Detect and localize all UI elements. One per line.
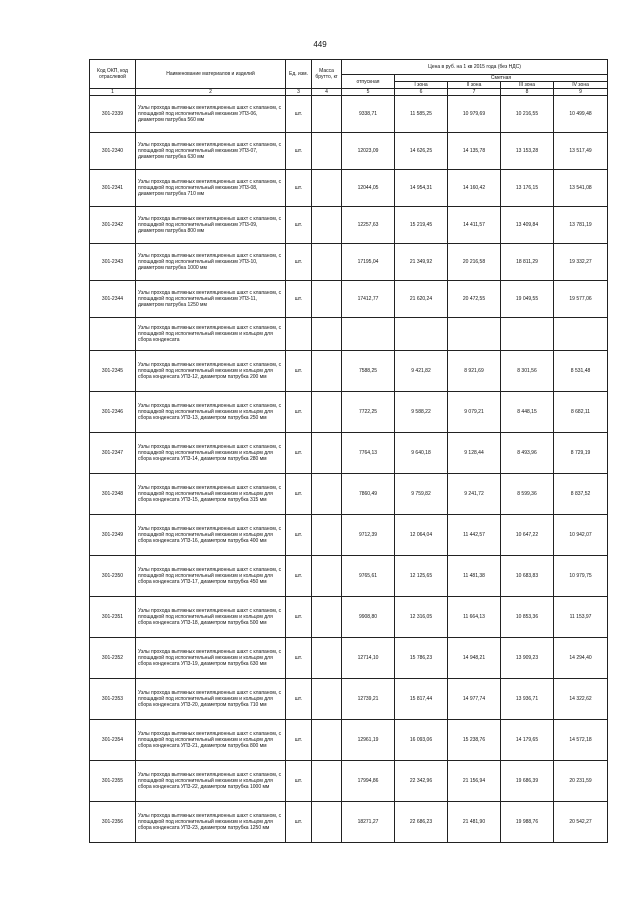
item-release-price: 12714,10 <box>342 638 395 679</box>
item-zone3-price: 19 988,76 <box>501 802 554 843</box>
table-row <box>90 802 608 843</box>
item-release-price: 7764,13 <box>342 433 395 474</box>
item-zone1-price: 21 349,92 <box>395 244 448 281</box>
item-mass <box>312 474 342 515</box>
item-zone1-price: 21 620,24 <box>395 281 448 318</box>
item-zone2-price: 14 411,57 <box>448 207 501 244</box>
column-number: 2 <box>136 89 286 96</box>
item-zone4-price: 10 979,75 <box>554 556 608 597</box>
item-release-price: 12044,05 <box>342 170 395 207</box>
item-unit: шт. <box>286 802 312 843</box>
item-name: Узлы прохода вытяжных вентиляционных шахт с клапаном, с площадкой под исполнительный механизм УП3-07, диаметром патрубка 630 мм <box>136 133 286 170</box>
item-zone3-price <box>501 318 554 351</box>
column-number: 1 <box>90 89 136 96</box>
item-zone4-price: 20 542,27 <box>554 802 608 843</box>
table-row <box>90 244 608 281</box>
item-zone2-price: 11 442,57 <box>448 515 501 556</box>
item-unit: шт. <box>286 556 312 597</box>
item-zone1-price <box>395 318 448 351</box>
item-unit: шт. <box>286 281 312 318</box>
item-zone4-price <box>554 318 608 351</box>
page-number: 449 <box>313 40 327 49</box>
item-unit: шт. <box>286 761 312 802</box>
table-row <box>90 515 608 556</box>
item-zone2-price: 21 156,94 <box>448 761 501 802</box>
item-unit: шт. <box>286 244 312 281</box>
header-code: Код ОКП, код отраслевой <box>90 60 136 89</box>
table-row <box>90 281 608 318</box>
header-zone1: I зона <box>395 82 448 89</box>
item-name: Узлы прохода вытяжных вентиляционных шахт с клапаном, с площадкой под исполнительный механизм и кольцом для сбора конденсата УП3-14, диаметром патрубка 280 мм <box>136 433 286 474</box>
table-row <box>90 720 608 761</box>
item-zone3-price: 19 049,55 <box>501 281 554 318</box>
item-zone1-price: 15 786,23 <box>395 638 448 679</box>
column-number: 5 <box>342 89 395 96</box>
item-code: 301-2351 <box>90 597 136 638</box>
item-zone3-price: 13 909,23 <box>501 638 554 679</box>
item-name: Узлы прохода вытяжных вентиляционных шахт с клапаном, с площадкой под исполнительный механизм и кольцом для сбора конденсата УП3-16, диаметром патрубка 400 мм <box>136 515 286 556</box>
item-zone2-price: 8 921,69 <box>448 351 501 392</box>
item-mass <box>312 802 342 843</box>
item-name: Узлы прохода вытяжных вентиляционных шахт с клапаном, с площадкой под исполнительный механизм и кольцом для сбора конденсата УП3-12, диаметром патрубка 200 мм <box>136 351 286 392</box>
item-zone2-price: 15 238,76 <box>448 720 501 761</box>
table-row <box>90 96 608 133</box>
header-unit: Ед. изм. <box>286 60 312 89</box>
item-mass <box>312 170 342 207</box>
item-zone4-price: 10 499,48 <box>554 96 608 133</box>
table-row <box>90 133 608 170</box>
item-zone2-price <box>448 318 501 351</box>
item-unit: шт. <box>286 170 312 207</box>
column-number-row <box>90 89 608 96</box>
item-unit: шт. <box>286 720 312 761</box>
item-zone4-price: 11 153,97 <box>554 597 608 638</box>
header-release: отпускная <box>342 75 395 89</box>
table-group-row <box>90 318 608 351</box>
table-row <box>90 761 608 802</box>
header-estimate: Сметная <box>395 75 608 82</box>
column-number: 8 <box>501 89 554 96</box>
item-release-price: 17412,77 <box>342 281 395 318</box>
item-name: Узлы прохода вытяжных вентиляционных шахт с клапаном, с площадкой под исполнительный механизм и кольцом для сбора конденсата УП3-22, диаметром патрубка 1000 мм <box>136 761 286 802</box>
item-code: 301-2354 <box>90 720 136 761</box>
item-release-price: 7860,49 <box>342 474 395 515</box>
item-name: Узлы прохода вытяжных вентиляционных шахт с клапаном, с площадкой под исполнительный механизм УП3-11, диаметром патрубка 1250 мм <box>136 281 286 318</box>
item-name: Узлы прохода вытяжных вентиляционных шахт с клапаном, с площадкой под исполнительный механизм и кольцом для сбора конденсата УП3-18, диаметром патрубка 500 мм <box>136 597 286 638</box>
item-zone3-price: 8 599,36 <box>501 474 554 515</box>
item-code: 301-2349 <box>90 515 136 556</box>
item-release-price: 9338,71 <box>342 96 395 133</box>
item-zone4-price: 19 577,06 <box>554 281 608 318</box>
item-mass <box>312 96 342 133</box>
item-zone4-price: 8 531,48 <box>554 351 608 392</box>
item-code: 301-2353 <box>90 679 136 720</box>
item-zone4-price: 8 682,11 <box>554 392 608 433</box>
item-release-price: 12739,21 <box>342 679 395 720</box>
column-number: 6 <box>395 89 448 96</box>
item-name: Узлы прохода вытяжных вентиляционных шахт с клапаном, с площадкой под исполнительный механизм и кольцом для сбора конденсата УП3-23, диаметром патрубка 1250 мм <box>136 802 286 843</box>
item-code: 301-2339 <box>90 96 136 133</box>
item-zone2-price: 14 977,74 <box>448 679 501 720</box>
item-zone4-price: 14 294,40 <box>554 638 608 679</box>
item-zone1-price: 9 640,18 <box>395 433 448 474</box>
item-zone1-price: 14 954,31 <box>395 170 448 207</box>
item-zone4-price: 8 729,19 <box>554 433 608 474</box>
item-mass <box>312 761 342 802</box>
table-row <box>90 170 608 207</box>
item-release-price: 9712,39 <box>342 515 395 556</box>
item-zone4-price: 13 541,08 <box>554 170 608 207</box>
column-number: 3 <box>286 89 312 96</box>
table-row <box>90 351 608 392</box>
item-unit: шт. <box>286 597 312 638</box>
item-zone4-price: 13 781,19 <box>554 207 608 244</box>
item-name: Узлы прохода вытяжных вентиляционных шахт с клапаном, с площадкой под исполнительный механизм УП3-09, диаметром патрубка 800 мм <box>136 207 286 244</box>
item-code: 301-2348 <box>90 474 136 515</box>
item-unit: шт. <box>286 638 312 679</box>
item-zone2-price: 14 160,42 <box>448 170 501 207</box>
item-unit: шт. <box>286 679 312 720</box>
item-zone3-price: 13 409,84 <box>501 207 554 244</box>
item-release-price <box>342 318 395 351</box>
item-release-price: 12257,63 <box>342 207 395 244</box>
item-mass <box>312 392 342 433</box>
item-code: 301-2340 <box>90 133 136 170</box>
item-release-price: 17195,04 <box>342 244 395 281</box>
item-zone3-price: 14 179,65 <box>501 720 554 761</box>
header-mass: Масса брутто, кг <box>312 60 342 89</box>
item-mass <box>312 720 342 761</box>
item-mass <box>312 515 342 556</box>
item-release-price: 7722,25 <box>342 392 395 433</box>
item-zone2-price: 14 948,21 <box>448 638 501 679</box>
item-name: Узлы прохода вытяжных вентиляционных шахт с клапаном, с площадкой под исполнительный механизм и кольцом для сбора конденсата УП3-20, диаметром патрубка 710 мм <box>136 679 286 720</box>
item-zone1-price: 22 686,23 <box>395 802 448 843</box>
item-zone3-price: 19 686,39 <box>501 761 554 802</box>
table-row <box>90 207 608 244</box>
item-mass <box>312 638 342 679</box>
item-mass <box>312 351 342 392</box>
item-zone3-price: 13 176,15 <box>501 170 554 207</box>
item-release-price: 9908,80 <box>342 597 395 638</box>
item-zone1-price: 12 316,05 <box>395 597 448 638</box>
table-row <box>90 433 608 474</box>
header-zone4: IV зона <box>554 82 608 89</box>
item-zone4-price: 10 942,07 <box>554 515 608 556</box>
item-name: Узлы прохода вытяжных вентиляционных шахт с клапаном, с площадкой под исполнительный механизм и кольцом для сбора конденсата УП3-21, диаметром патрубка 800 мм <box>136 720 286 761</box>
item-zone1-price: 16 093,06 <box>395 720 448 761</box>
item-code: 301-2356 <box>90 802 136 843</box>
item-name: Узлы прохода вытяжных вентиляционных шахт с клапаном, с площадкой под исполнительный механизм и кольцом для сбора конденсата УП3-13, диаметром патрубка 250 мм <box>136 392 286 433</box>
item-unit: шт. <box>286 392 312 433</box>
item-release-price: 17994,86 <box>342 761 395 802</box>
item-unit: шт. <box>286 474 312 515</box>
item-zone2-price: 9 241,72 <box>448 474 501 515</box>
item-zone3-price: 10 853,36 <box>501 597 554 638</box>
item-zone1-price: 15 817,44 <box>395 679 448 720</box>
item-code: 301-2342 <box>90 207 136 244</box>
item-unit: шт. <box>286 207 312 244</box>
item-zone1-price: 9 759,82 <box>395 474 448 515</box>
item-zone1-price: 22 342,96 <box>395 761 448 802</box>
column-number: 7 <box>448 89 501 96</box>
item-name: Узлы прохода вытяжных вентиляционных шахт с клапаном, с площадкой под исполнительный механизм и кольцом для сбора конденсата УП3-17, диаметром патрубка 450 мм <box>136 556 286 597</box>
item-mass <box>312 244 342 281</box>
item-unit: шт. <box>286 433 312 474</box>
item-unit: шт. <box>286 515 312 556</box>
item-zone4-price: 13 517,49 <box>554 133 608 170</box>
item-unit: шт. <box>286 133 312 170</box>
item-code: 301-2341 <box>90 170 136 207</box>
header-zone3: III зона <box>501 82 554 89</box>
item-zone3-price: 8 493,96 <box>501 433 554 474</box>
item-zone4-price: 14 572,18 <box>554 720 608 761</box>
item-zone3-price: 18 811,29 <box>501 244 554 281</box>
item-zone1-price: 12 064,04 <box>395 515 448 556</box>
item-code: 301-2345 <box>90 351 136 392</box>
item-zone1-price: 12 125,65 <box>395 556 448 597</box>
item-zone2-price: 20 472,55 <box>448 281 501 318</box>
item-name: Узлы прохода вытяжных вентиляционных шахт с клапаном, с площадкой под исполнительный механизм и кольцом для сбора конденсата УП3-15, диаметром патрубка 315 мм <box>136 474 286 515</box>
table-row <box>90 474 608 515</box>
item-zone1-price: 9 588,22 <box>395 392 448 433</box>
table-row <box>90 392 608 433</box>
item-mass <box>312 433 342 474</box>
item-mass <box>312 133 342 170</box>
item-code: 301-2347 <box>90 433 136 474</box>
item-zone1-price: 15 219,45 <box>395 207 448 244</box>
table-row <box>90 679 608 720</box>
item-zone4-price: 8 837,52 <box>554 474 608 515</box>
price-table <box>89 59 608 843</box>
item-release-price: 12023,09 <box>342 133 395 170</box>
item-zone2-price: 9 079,21 <box>448 392 501 433</box>
item-zone3-price: 8 301,56 <box>501 351 554 392</box>
item-unit <box>286 318 312 351</box>
item-code: 301-2344 <box>90 281 136 318</box>
table-row <box>90 638 608 679</box>
header-zone2: II зона <box>448 82 501 89</box>
item-zone2-price: 21 481,90 <box>448 802 501 843</box>
item-zone3-price: 13 153,28 <box>501 133 554 170</box>
item-mass <box>312 207 342 244</box>
item-code: 301-2355 <box>90 761 136 802</box>
item-zone1-price: 9 421,82 <box>395 351 448 392</box>
item-code: 301-2350 <box>90 556 136 597</box>
item-mass <box>312 281 342 318</box>
item-mass <box>312 556 342 597</box>
item-zone2-price: 11 664,13 <box>448 597 501 638</box>
item-zone1-price: 14 626,25 <box>395 133 448 170</box>
item-zone2-price: 11 481,38 <box>448 556 501 597</box>
item-unit: шт. <box>286 96 312 133</box>
item-release-price: 7588,25 <box>342 351 395 392</box>
item-name: Узлы прохода вытяжных вентиляционных шахт с клапаном, с площадкой под исполнительный механизм УП3-10, диаметром патрубка 1000 мм <box>136 244 286 281</box>
item-zone2-price: 9 128,44 <box>448 433 501 474</box>
item-zone2-price: 10 979,69 <box>448 96 501 133</box>
item-mass <box>312 679 342 720</box>
item-zone3-price: 10 647,22 <box>501 515 554 556</box>
item-release-price: 18271,27 <box>342 802 395 843</box>
table-row <box>90 556 608 597</box>
header-price-group: Цена в руб. на 1 кв 2015 года (без НДС) <box>342 60 608 75</box>
item-zone4-price: 19 332,27 <box>554 244 608 281</box>
item-name: Узлы прохода вытяжных вентиляционных шахт с клапаном, с площадкой под исполнительный механизм и кольцом для сбора конденсата <box>136 318 286 351</box>
item-code <box>90 318 136 351</box>
column-number: 9 <box>554 89 608 96</box>
item-code: 301-2346 <box>90 392 136 433</box>
item-zone2-price: 20 216,58 <box>448 244 501 281</box>
column-number: 4 <box>312 89 342 96</box>
item-release-price: 12961,19 <box>342 720 395 761</box>
item-mass <box>312 318 342 351</box>
item-zone3-price: 10 216,55 <box>501 96 554 133</box>
item-zone3-price: 13 936,71 <box>501 679 554 720</box>
item-zone3-price: 10 683,83 <box>501 556 554 597</box>
item-unit: шт. <box>286 351 312 392</box>
item-name: Узлы прохода вытяжных вентиляционных шахт с клапаном, с площадкой под исполнительный механизм УП3-06, диаметром патрубка 560 мм <box>136 96 286 133</box>
item-zone4-price: 20 231,59 <box>554 761 608 802</box>
header-name: Наименование материалов и изделий <box>136 60 286 89</box>
item-release-price: 9765,61 <box>342 556 395 597</box>
item-zone3-price: 8 448,15 <box>501 392 554 433</box>
item-code: 301-2343 <box>90 244 136 281</box>
item-mass <box>312 597 342 638</box>
item-code: 301-2352 <box>90 638 136 679</box>
item-name: Узлы прохода вытяжных вентиляционных шахт с клапаном, с площадкой под исполнительный механизм и кольцом для сбора конденсата УП3-19, диаметром патрубка 630 мм <box>136 638 286 679</box>
item-zone2-price: 14 135,78 <box>448 133 501 170</box>
item-name: Узлы прохода вытяжных вентиляционных шахт с клапаном, с площадкой под исполнительный механизм УП3-08, диаметром патрубка 710 мм <box>136 170 286 207</box>
item-zone4-price: 14 322,62 <box>554 679 608 720</box>
item-zone1-price: 11 585,25 <box>395 96 448 133</box>
table-row <box>90 597 608 638</box>
